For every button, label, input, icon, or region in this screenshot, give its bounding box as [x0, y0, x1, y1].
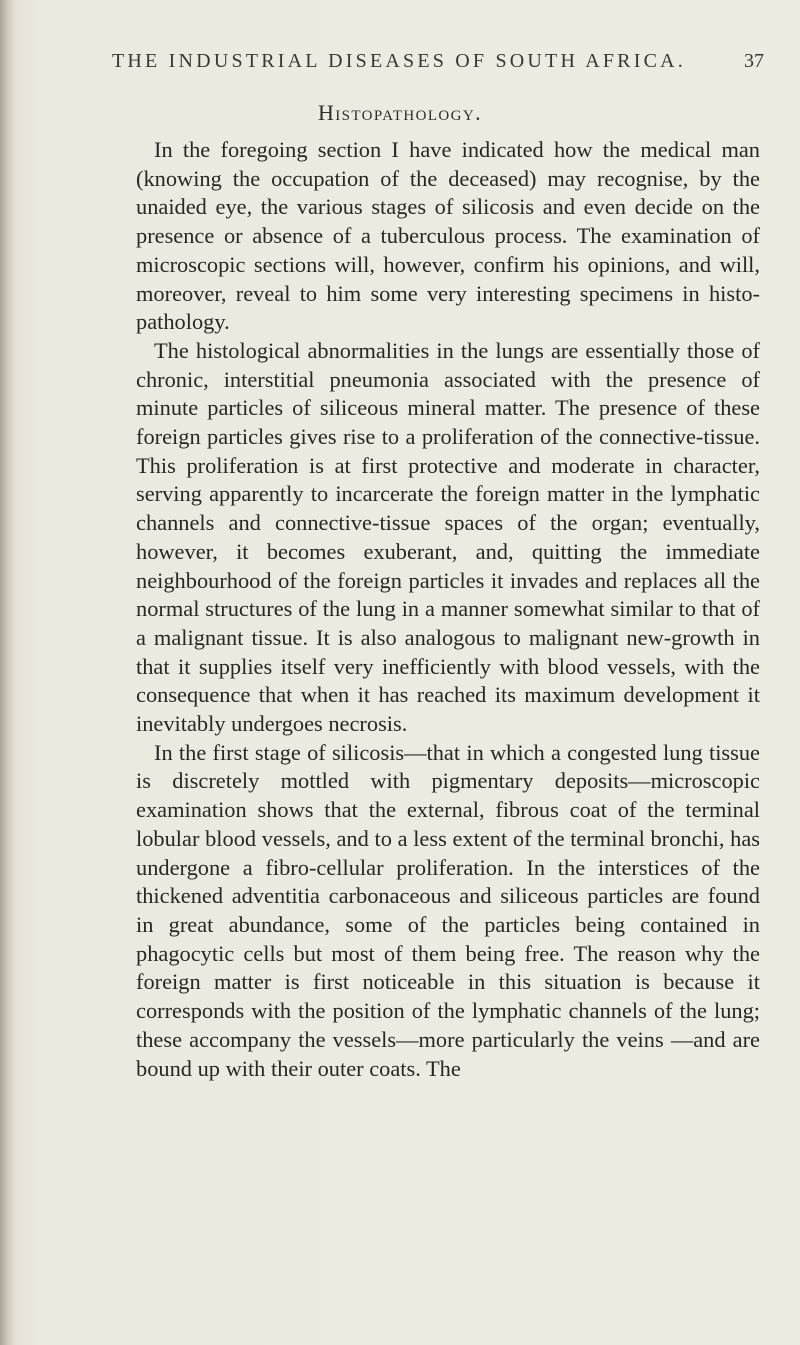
paragraph-2: The histological abnormalities in the lungs are essentially those of chronic, interstitial pneumonia associated with the presence of minute particles of siliceous mineral matter. The presence of these foreign particles gives rise to a proliferation of the connective-tissue. This proliferation is at first protective and moderate in character, serving apparently to incarcerate the foreign matter in the lymphatic channels and connective-tissue spaces of the organ; eventually, however, it becomes exuberant, and, quitting the immediate neighbourhood of the foreign particles it invades and replaces all the normal structures of the lung in a manner somewhat similar to that of a malignant tissue. It is also analogous to malignant new-growth in that it supplies itself very inefficiently with blood vessels, with the consequence that when it has reached its maximum development it inevitably undergoes necrosis.	[136, 337, 760, 737]
binding-shadow	[0, 0, 14, 1345]
section-title: Histopathology.	[317, 100, 483, 125]
running-head-title: THE INDUSTRIAL DISEASES OF SOUTH AFRICA.	[112, 50, 686, 72]
paragraph-1: In the foregoing section I have indicated how the medical man (knowing the occupation of the deceased) may recognise, by the unaided eye, the various stages of silicosis and even decide on the presence or absence of a tuberculous process. The examination of microscopic sections will, however, confirm his opinions, and will, moreover, reveal to him some very interesting specimens in histopathology.	[136, 137, 760, 335]
paragraph-3: In the first stage of silicosis—that in which a congested lung tissue is discretely mottled with pigmentary deposits—microscopic examination shows that the external, fibrous coat of the terminal lobular blood vessels, and to a less extent of the terminal bronchi, has undergone a fibro-cellular proliferation. In the interstices of the thickened adventitia carbonaceous and siliceous particles are found in great abundance, some of the particles being contained in phagocytic cells but most of them being free. The reason why the foreign matter is first noticeable in this situation is because it corresponds with the position of the lymphatic channels of the lung; these accompany the vessels—more particularly the veins —and are bound up with their outer coats. The	[136, 739, 760, 1081]
page-number: 37	[744, 50, 764, 72]
body-text	[136, 136, 760, 1083]
running-head	[112, 50, 764, 73]
